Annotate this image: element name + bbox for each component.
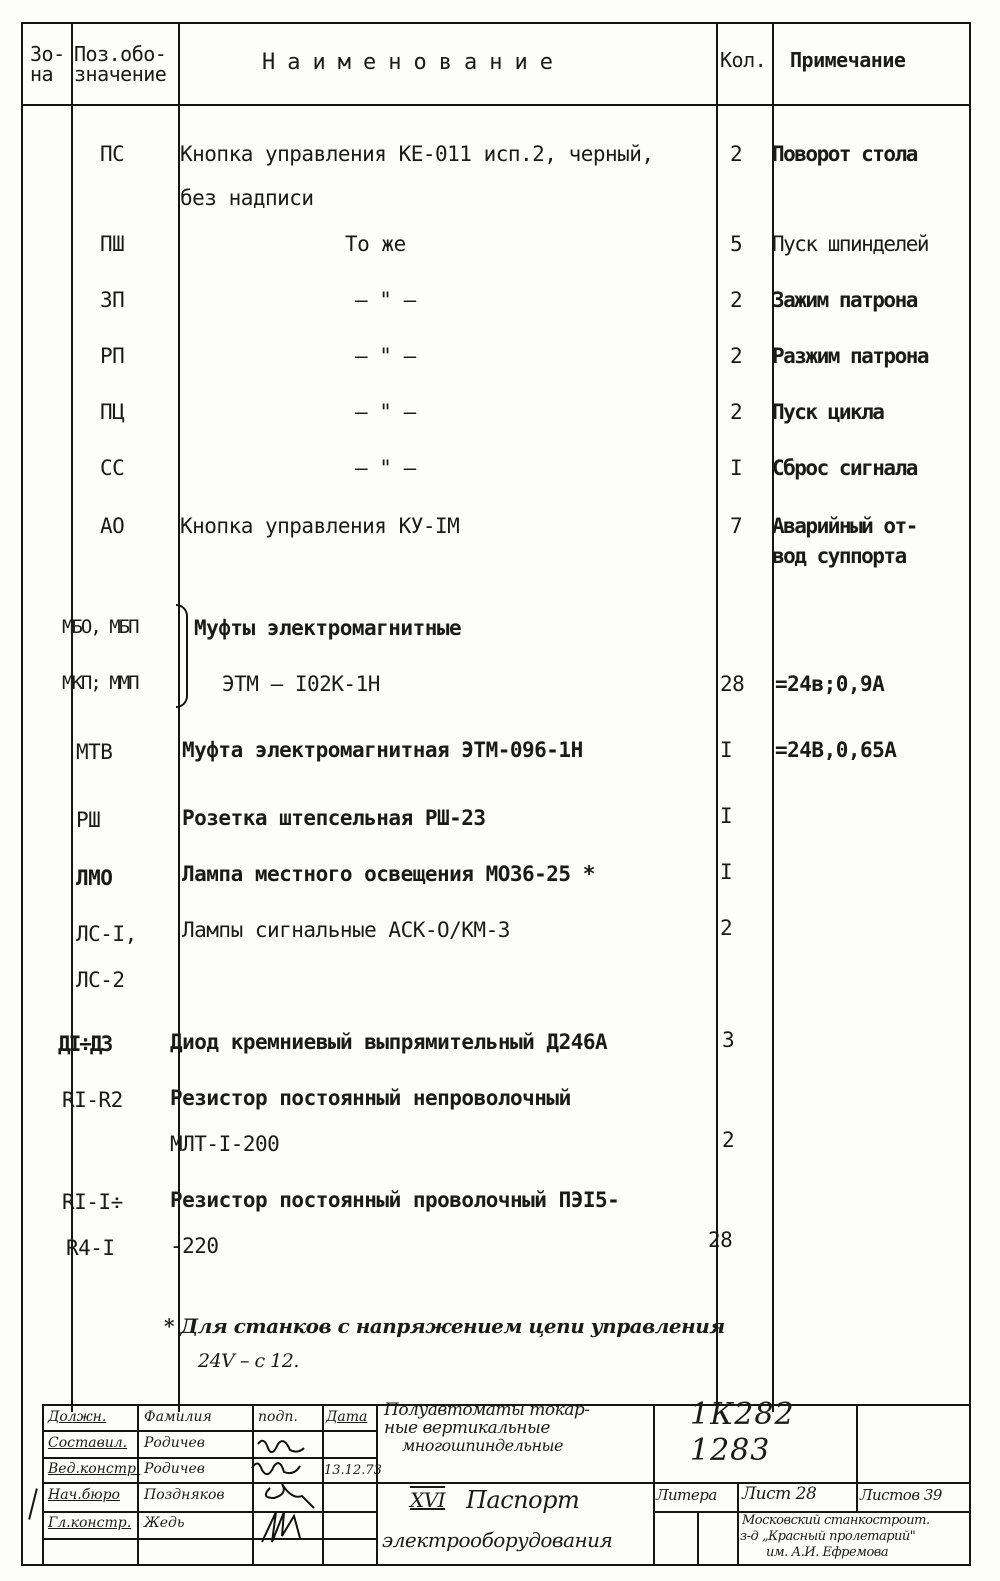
margin-mark <box>28 1488 38 1520</box>
row-qty: 2 <box>730 400 743 424</box>
tb-model-line1: 1К282 <box>690 1397 795 1432</box>
header-qty: Кол. <box>720 48 767 72</box>
row-name: – " – <box>355 456 416 480</box>
row-name: Кнопка управления КУ-IМ <box>180 514 460 538</box>
row-qty: 5 <box>730 232 743 256</box>
tb-col-surname <box>137 1404 139 1566</box>
row-pos: АО <box>100 514 125 538</box>
tb-date: 13.12.73 <box>324 1463 382 1478</box>
tb-role: Вед.констр. <box>48 1461 141 1477</box>
tb-left <box>42 1404 44 1566</box>
row-name: – " – <box>355 288 416 312</box>
tb-role: Гл.констр. <box>48 1515 132 1531</box>
tb-col-model <box>653 1404 655 1566</box>
tb-role: Составил. <box>48 1435 128 1451</box>
row-qty: I <box>720 804 733 828</box>
row-note-cont: вод суппорта <box>772 544 906 568</box>
row-pos-cont: МКП; ММП <box>62 672 138 694</box>
row-qty: 28 <box>720 672 745 696</box>
row-qty: 7 <box>730 514 743 538</box>
row-name: Резистор постоянный проволочный ПЭI5- <box>170 1188 620 1212</box>
row-pos: МТВ <box>76 740 113 764</box>
col-divider-name <box>716 22 718 1412</box>
header-pos-line1: Поз.обо- <box>74 42 167 66</box>
tb-sheets-label: Листов 39 <box>860 1486 942 1504</box>
row-pos: ЛМО <box>76 866 113 890</box>
row-qty: 2 <box>730 142 743 166</box>
tb-col-title <box>376 1404 378 1566</box>
row-pos: ПС <box>100 142 125 166</box>
row-pos: ЗП <box>100 288 125 312</box>
tb-product-line3: многошпиндельные <box>402 1436 564 1455</box>
header-zone-line1: Зо- <box>30 42 65 66</box>
footnote-line2: 24V – с 12. <box>198 1350 299 1372</box>
tb-col-sheets <box>856 1482 858 1512</box>
row-note: Сброс сигнала <box>772 456 917 480</box>
tb-org-line2: з-д „Красный пролетарий" <box>740 1529 916 1544</box>
frame-bottom <box>21 1564 971 1566</box>
tb-role: Нач.бюро <box>48 1487 120 1503</box>
row-name: Розетка штепсельная РШ-23 <box>182 806 486 830</box>
row-note: Пуск цикла <box>772 400 884 424</box>
header-pos-line2: значение <box>74 62 167 86</box>
row-pos: RI-R2 <box>62 1088 123 1112</box>
tb-model-line2: 1283 <box>690 1433 771 1468</box>
row-pos: МБО, МБП <box>62 616 138 638</box>
row-name-cont: ЭТМ – I02К-1Н <box>222 672 380 696</box>
row-qty: 28 <box>708 1228 733 1252</box>
row-qty: 3 <box>722 1028 735 1052</box>
row-qty: I <box>720 738 733 762</box>
footnote-line1: * Для станков с напряжением цепи управления <box>164 1314 725 1338</box>
tb-header-surname: Фамилия <box>144 1409 212 1425</box>
frame-right <box>969 22 971 1566</box>
row-name: Диод кремниевый выпрямительный Д246А <box>170 1030 608 1054</box>
tb-header-role: Должн. <box>48 1409 107 1425</box>
row-pos: СС <box>100 456 125 480</box>
header-divider <box>21 104 971 106</box>
row-pos: РП <box>100 344 125 368</box>
row-note: =24В,0,65А <box>775 738 897 762</box>
row-qty: 2 <box>720 916 733 940</box>
tb-row3 <box>42 1482 971 1484</box>
row-qty: 2 <box>730 288 743 312</box>
row-qty: I <box>730 456 743 480</box>
row-pos: ДI÷Д3 <box>58 1032 112 1056</box>
tb-product-line1: Полуавтоматы токар- <box>384 1400 590 1420</box>
row-name-cont: МЛТ-I-200 <box>170 1132 280 1156</box>
row-name: Резистор постоянный непроволочный <box>170 1086 571 1110</box>
tb-doc-section: XVI <box>410 1488 446 1512</box>
tb-col-sheet <box>737 1482 739 1566</box>
row-name: – " – <box>355 400 416 424</box>
signature-scribbles <box>240 1432 330 1552</box>
row-name: Муфты электромагнитные <box>194 616 462 640</box>
row-name: Лампа местного освещения МО36-25 * <box>182 862 595 886</box>
row-pos-cont: ЛС-2 <box>76 968 125 992</box>
row-pos: ЛС-I, <box>76 922 137 946</box>
row-note: Аварийный от- <box>772 514 917 538</box>
tb-col-litera-split <box>697 1511 699 1566</box>
row-note: Зажим патрона <box>772 288 917 312</box>
tb-litera-label: Литера <box>656 1486 717 1504</box>
tb-surname: Поздняков <box>144 1487 225 1503</box>
row-qty: I <box>720 860 733 884</box>
row-pos-cont: R4-I <box>66 1236 115 1260</box>
row-name: То же <box>345 232 406 256</box>
header-note: Примечание <box>790 48 906 72</box>
tb-doc-title: Паспорт <box>466 1486 580 1514</box>
row-name: Кнопка управления КЕ-011 исп.2, черный, <box>180 142 654 166</box>
tb-product-line2: ные вертикальные <box>384 1418 550 1438</box>
row-note: =24в;0,9А <box>775 672 885 696</box>
tb-header-date: Дата <box>326 1409 368 1425</box>
header-name: Наименование <box>262 50 565 75</box>
row-note: Пуск шпинделей <box>772 232 929 256</box>
tb-doc-title2: электрооборудования <box>382 1528 613 1552</box>
row-pos: ПШ <box>100 232 125 256</box>
frame-left <box>21 22 23 1566</box>
tb-org-line3: им. А.И. Ефремова <box>766 1545 889 1560</box>
row-qty: 2 <box>722 1128 735 1152</box>
tb-surname: Жедь <box>144 1515 185 1531</box>
tb-org-line1: Московский станкостроит. <box>742 1513 930 1528</box>
row-note: Поворот стола <box>772 142 917 166</box>
grouping-brace <box>176 604 188 708</box>
tb-surname: Родичев <box>144 1461 205 1477</box>
tb-header-signature: подп. <box>258 1409 298 1425</box>
tb-col-extra <box>856 1404 858 1482</box>
row-pos: RI-I÷ <box>62 1190 123 1214</box>
row-name-cont: без надписи <box>180 186 314 210</box>
row-pos: РШ <box>76 808 101 832</box>
row-name-cont: -220 <box>170 1234 219 1258</box>
row-pos: ПЦ <box>100 400 125 424</box>
row-qty: 2 <box>730 344 743 368</box>
row-note: Разжим патрона <box>772 344 929 368</box>
row-name: Муфта электромагнитная ЭТМ-096-1Н <box>182 738 583 762</box>
col-divider-qty <box>772 22 774 1412</box>
row-name: – " – <box>355 344 416 368</box>
header-zone-line2: на <box>30 62 54 86</box>
row-name: Лампы сигнальные АСК-О/КМ-3 <box>182 918 510 942</box>
frame-top <box>21 22 971 24</box>
tb-sheet-label: Лист 28 <box>742 1484 817 1504</box>
tb-surname: Родичев <box>144 1435 205 1451</box>
